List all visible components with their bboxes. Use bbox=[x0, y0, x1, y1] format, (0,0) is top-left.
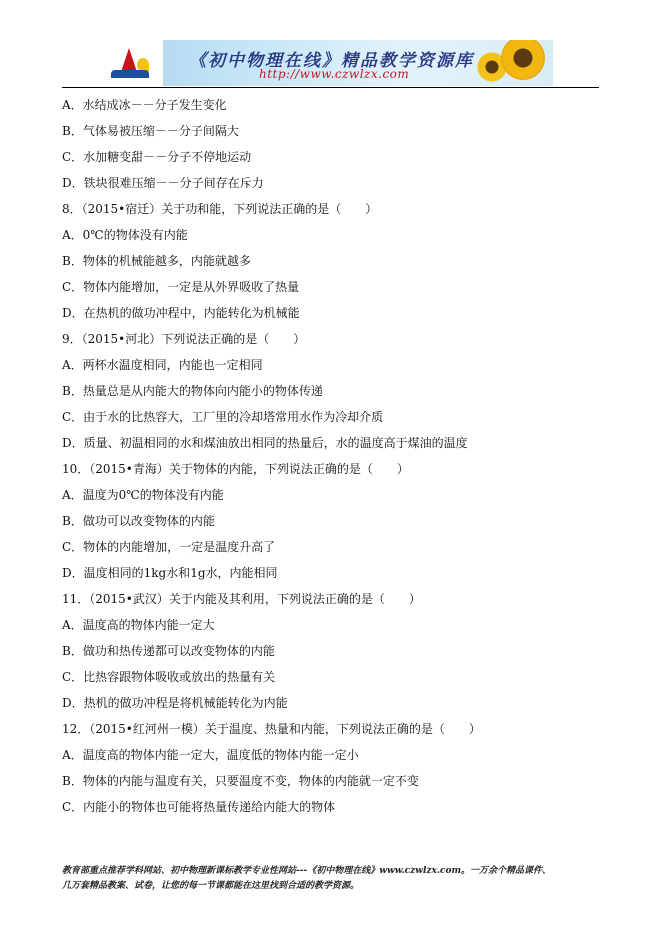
text-line: D．在热机的做功冲程中，内能转化为机械能 bbox=[62, 306, 300, 320]
text-line: B．做功可以改变物体的内能 bbox=[62, 514, 215, 528]
text-line: C．由于水的比热容大，工厂里的冷却塔常用水作为冷却介质 bbox=[62, 410, 384, 424]
text-line: D．铁块很难压缩－－分子间存在斥力 bbox=[62, 176, 264, 190]
question-stem: 11．（2015•武汉）关于内能及其利用，下列说法正确的是（ ） bbox=[62, 592, 421, 606]
sunflower-icon bbox=[501, 40, 545, 80]
page-footer bbox=[62, 864, 632, 894]
question-content bbox=[62, 92, 622, 820]
question-stem: 8．（2015•宿迁）关于功和能，下列说法正确的是（ ） bbox=[62, 202, 378, 216]
text-line: C．内能小的物体也可能将热量传递给内能大的物体 bbox=[62, 800, 336, 814]
text-line: A．温度为0℃的物体没有内能 bbox=[62, 488, 224, 502]
text-line: C．物体内能增加，一定是从外界吸收了热量 bbox=[62, 280, 300, 294]
site-logo bbox=[93, 40, 163, 86]
text-line: C．物体的内能增加，一定是温度升高了 bbox=[62, 540, 276, 554]
footer-line: 教育部重点推荐学科网站、初中物理新课标教学专业性网站---《初中物理在线》www.czwlzx.com。一万余个精品课件、 bbox=[62, 866, 552, 876]
text-line: A．温度高的物体内能一定大，温度低的物体内能一定小 bbox=[62, 748, 359, 762]
text-line: D．质量、初温相同的水和煤油放出相同的热量后，水的温度高于煤油的温度 bbox=[62, 436, 468, 450]
text-line: B．物体的内能与温度有关，只要温度不变，物体的内能就一定不变 bbox=[62, 774, 419, 788]
text-line: D．温度相同的1kg水和1g水，内能相同 bbox=[62, 566, 278, 580]
banner-url[interactable]: http://www.czwlzx.com bbox=[259, 67, 410, 81]
text-line: D．热机的做功冲程是将机械能转化为内能 bbox=[62, 696, 288, 710]
header-banner bbox=[93, 40, 553, 86]
text-line: A．温度高的物体内能一定大 bbox=[62, 618, 215, 632]
logo-blue-shape bbox=[111, 70, 149, 78]
text-line: A．水结成冰－－分子发生变化 bbox=[62, 98, 227, 112]
question-stem: 12．（2015•红河州一模）关于温度、热量和内能，下列说法正确的是（ ） bbox=[62, 722, 481, 736]
text-line: B．物体的机械能越多，内能就越多 bbox=[62, 254, 251, 268]
question-stem: 9．（2015•河北）下列说法正确的是（ ） bbox=[62, 332, 306, 346]
text-line: A．0℃的物体没有内能 bbox=[62, 228, 188, 242]
text-line: C．水加糖变甜－－分子不停地运动 bbox=[62, 150, 252, 164]
header-divider bbox=[62, 87, 599, 88]
text-line: B．热量总是从内能大的物体向内能小的物体传递 bbox=[62, 384, 323, 398]
banner-title: 《初中物理在线》精品教学资源库 bbox=[189, 51, 474, 71]
text-line: B．做功和热传递都可以改变物体的内能 bbox=[62, 644, 275, 658]
text-line: A．两杯水温度相同，内能也一定相同 bbox=[62, 358, 263, 372]
text-line: B．气体易被压缩－－分子间隔大 bbox=[62, 124, 239, 138]
footer-line: 几万套精品教案、试卷，让您的每一节课都能在这里找到合适的教学资源。 bbox=[62, 881, 360, 891]
question-stem: 10．（2015•青海）关于物体的内能，下列说法正确的是（ ） bbox=[62, 462, 409, 476]
text-line: C．比热容跟物体吸收或放出的热量有关 bbox=[62, 670, 276, 684]
